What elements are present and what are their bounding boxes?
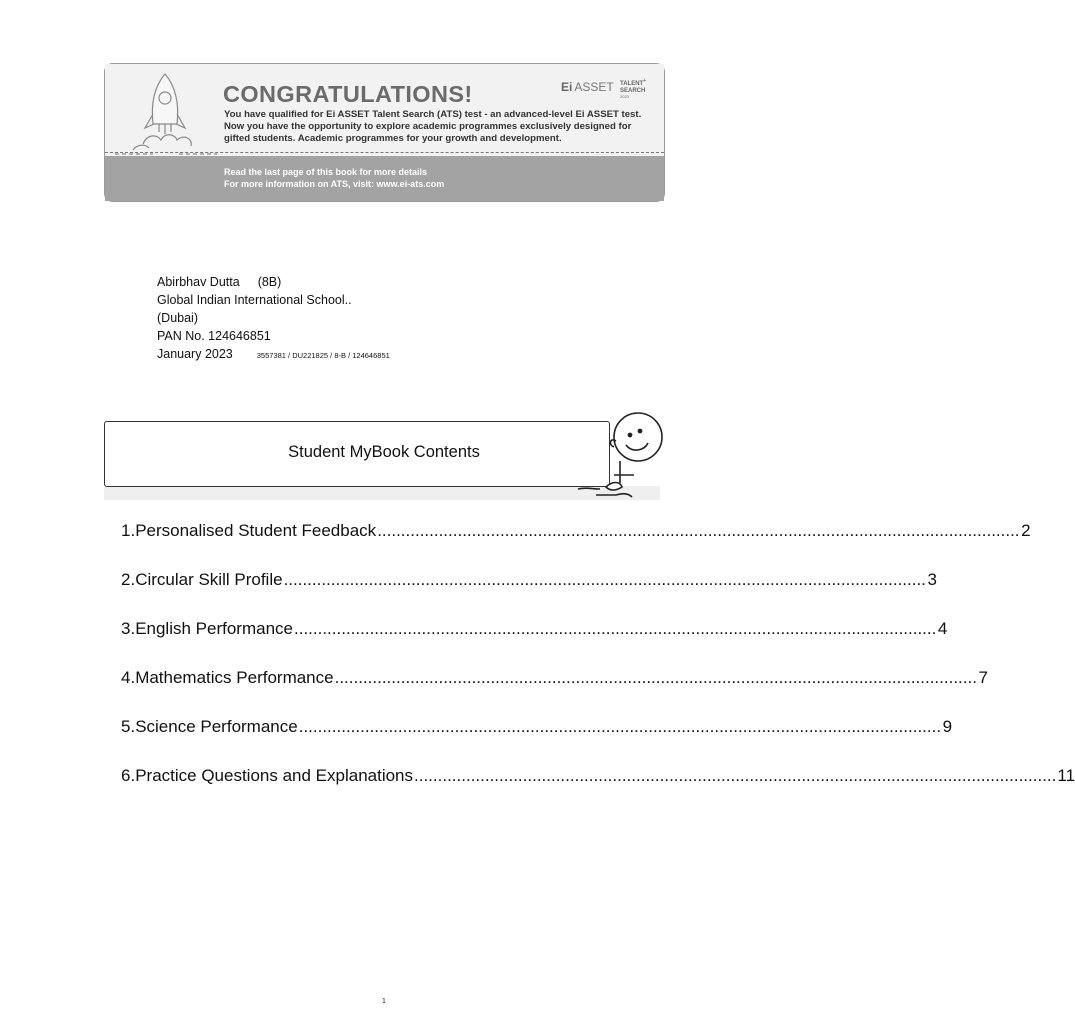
brand-asset: ASSET	[574, 80, 614, 94]
talent-search-logo	[620, 78, 646, 101]
footer-line: Read the last page of this book for more details	[224, 167, 428, 177]
toc-title: English Performance	[135, 619, 293, 638]
toc-leader-dots: ........................................................................................................................................	[298, 717, 942, 736]
toc-leader-dots: ........................................................................................................................................	[414, 766, 1057, 785]
rocket-icon	[113, 70, 218, 156]
footer-prefix: For more information on ATS, visit:	[224, 179, 377, 189]
toc-number: 4.	[121, 668, 136, 687]
toc-page-number: 9	[942, 717, 953, 736]
peeking-character-icon	[576, 405, 666, 505]
brand-search: SEARCH	[620, 87, 646, 94]
pan-number: PAN No. 124646851	[157, 329, 271, 343]
report-month: January 2023	[157, 347, 233, 361]
toc-page-number: 3	[927, 570, 937, 589]
brand-plus: +	[643, 78, 647, 84]
toc-page-number: 7	[978, 668, 988, 687]
student-code: 3557381 / DU221825 / 8-B / 124646851	[256, 351, 390, 360]
banner-footer	[224, 166, 444, 190]
toc-title: Practice Questions and Explanations	[135, 766, 414, 785]
toc-entry[interactable]	[121, 717, 953, 766]
qualification-message	[224, 109, 654, 145]
toc-entry[interactable]	[121, 521, 1031, 570]
toc-page-number: 11	[1057, 766, 1075, 785]
page-number: 1	[382, 998, 386, 1005]
student-name-row	[157, 273, 390, 291]
toc-leader-dots: ........................................................................................................................................	[377, 521, 1020, 540]
table-of-contents	[121, 521, 1075, 815]
message-line: Now you have the opportunity to explore academic programmes exclusively designed for	[224, 121, 632, 132]
toc-page-number: 2	[1021, 521, 1031, 540]
toc-title: Personalised Student Feedback	[135, 521, 377, 540]
student-grade: (8B)	[257, 275, 282, 289]
toc-page-number: 4	[937, 619, 948, 638]
toc-leader-dots: ........................................................................................................................................	[283, 570, 926, 589]
toc-leader-dots: ........................................................................................................................................	[294, 619, 937, 638]
toc-number: 3.	[121, 619, 136, 638]
message-line: gifted students. Academic programmes for your growth and development.	[224, 133, 562, 144]
banner-heading: CONGRATULATIONS!	[223, 81, 473, 107]
toc-number: 6.	[121, 766, 136, 785]
toc-title: Circular Skill Profile	[135, 570, 283, 589]
brand-ei: Ei	[561, 80, 573, 94]
toc-title: Science Performance	[135, 717, 298, 736]
report-date-row	[157, 345, 390, 363]
student-name: Abirbhav Dutta	[157, 275, 240, 289]
toc-number: 2.	[121, 570, 136, 589]
toc-entry[interactable]	[121, 668, 988, 717]
school-city: (Dubai)	[157, 311, 198, 325]
toc-leader-dots: ........................................................................................................................................	[334, 668, 977, 687]
toc-entry[interactable]	[121, 619, 948, 668]
ei-asset-logo	[561, 78, 656, 98]
toc-number: 5.	[121, 717, 136, 736]
student-info	[157, 273, 390, 363]
ats-website-link[interactable]: www.ei-ats.com	[376, 179, 445, 189]
toc-entry[interactable]	[121, 766, 1075, 815]
footer-line	[224, 178, 444, 190]
toc-entry[interactable]	[121, 570, 937, 619]
brand-year: 2023	[620, 94, 629, 99]
congratulations-banner	[104, 63, 665, 202]
school-name: Global Indian International School..	[157, 293, 352, 307]
brand-talent: TALENT	[620, 81, 644, 87]
contents-title: Student MyBook Contents	[288, 443, 480, 461]
toc-number: 1.	[121, 521, 136, 540]
message-line: You have qualified for Ei ASSET Talent Search (ATS) test - an advanced-level Ei ASSET test.	[224, 109, 642, 120]
toc-title: Mathematics Performance	[135, 668, 334, 687]
